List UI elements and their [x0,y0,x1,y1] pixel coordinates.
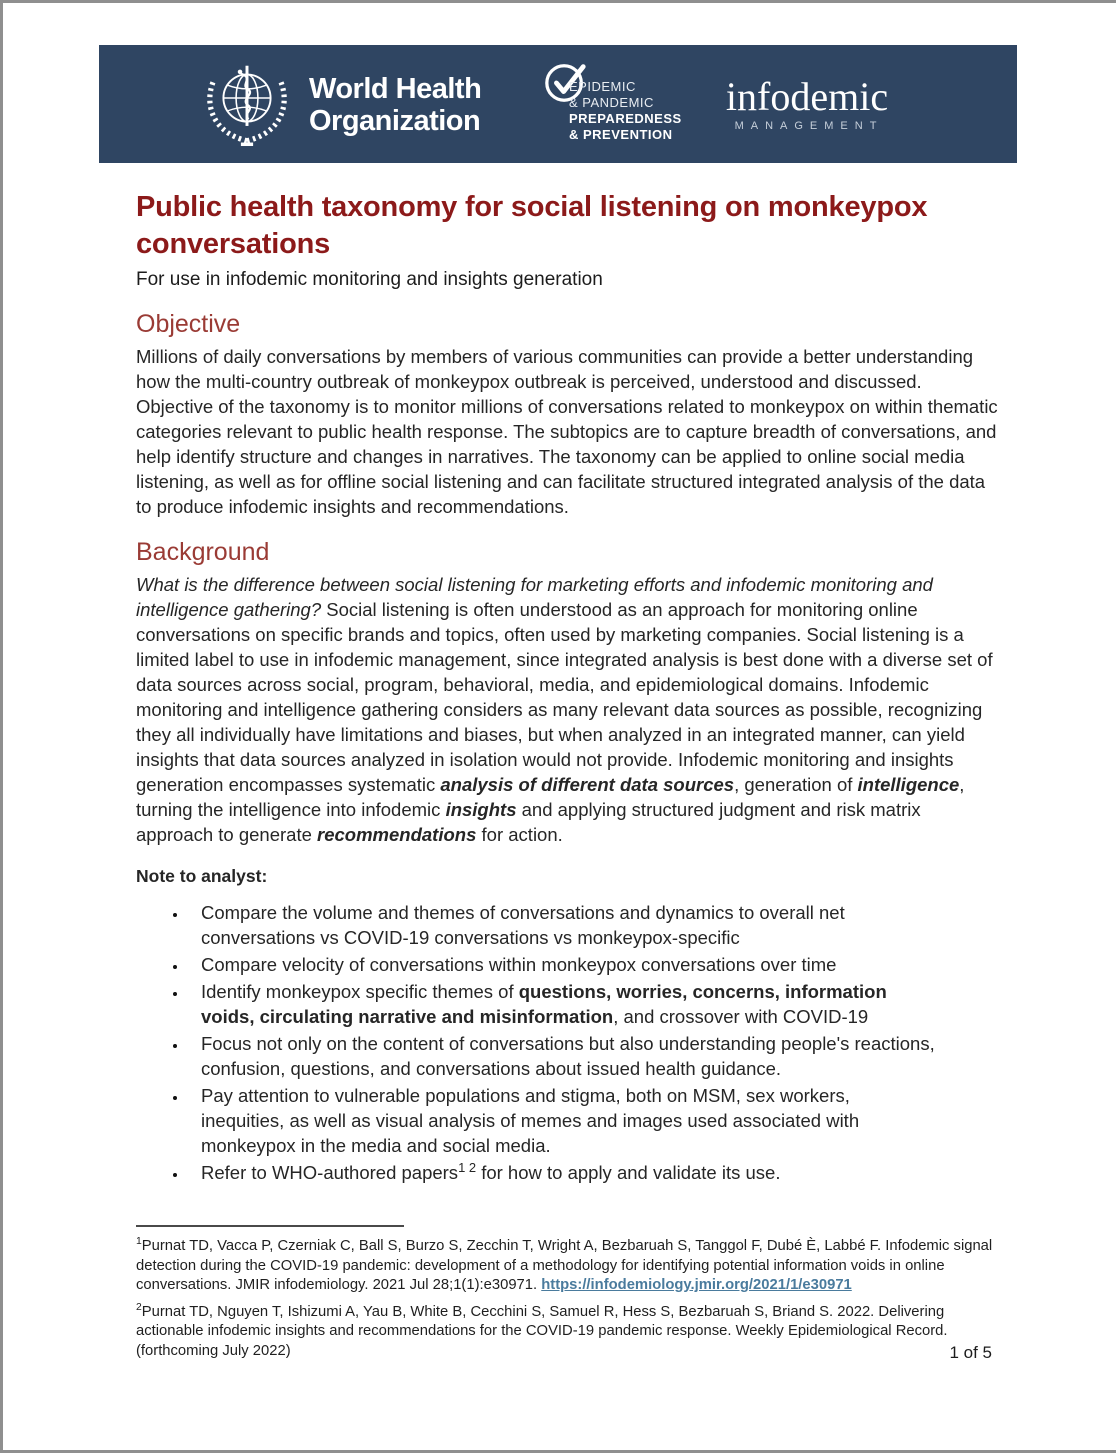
who-emblem-icon [199,59,295,151]
text-segment: for action. [476,824,563,845]
footnote-entry [136,1237,998,1296]
infodemic-logo [717,74,897,132]
epp-line2: & PANDEMIC [569,95,654,110]
document-subtitle: For use in infodemic monitoring and insights generation [136,269,603,290]
text-segment: 2 [136,1301,142,1313]
objective-paragraph: Millions of daily conversations by members of various communities can provide a better understanding how the multi-country outbreak of monkeypox outbreak is perceived, understood and discussed. Objective of the taxonomy is to monitor millions of conversations related to monkeypox on within thematic categories relevant to public health response. The subtopics are to capture breadth of conversations, and help identify structure and changes in narratives. The taxonomy can be applied to online social media listening, as well as for offline social listening and can facilitate structured integrated analysis of the data to produce infodemic insights and recommendations. [136,346,998,517]
footnote-link[interactable]: https://infodemiology.jmir.org/2021/1/e30971 [541,1277,852,1293]
text-segment: questions, worries, concerns, information voids, circulating narrative and misinformation [201,981,887,1027]
note-bullet-item [188,1083,936,1158]
text-segment: , turning the intelligence into infodemic [136,774,965,820]
epp-line3: PREPAREDNESS [569,111,682,126]
epp-logo [543,57,713,153]
text-segment: recommendations [317,824,477,845]
document-title: Public health taxonomy for social listening on monkeypox conversations [136,191,928,260]
footnote-entry [136,1303,998,1362]
text-segment: Compare the volume and themes of conversations and dynamics to overall net conversations vs COVID-19 conversations vs monkeypox-specific [201,902,845,948]
text-segment: , generation of [734,774,858,795]
epp-wordmark [569,79,682,143]
who-wordmark [309,73,481,137]
note-bullet-item [188,1160,936,1185]
infodemic-sub-label: MANAGEMENT [734,120,884,132]
text-segment: What is the difference between social listening for marketing efforts and infodemic monitoring and intelligence gathering? [136,574,933,620]
text-segment: Refer to WHO-authored papers [201,1162,459,1183]
note-bullet-list [136,900,936,1185]
note-bullet-item [188,900,936,950]
note-bullet-item [188,952,936,977]
who-wordmark-line1: World Health [309,73,482,105]
text-segment: Purnat TD, Nguyen T, Ishizumi A, Yau B, White B, Cecchini S, Samuel R, Hess S, Bezbaruah S, Briand S. 2022. Delivering actionable infodemic insights and recommendations for the COVID-19 pandemic response. Weekly Epidemiological Record. (forthcoming July 2022) [136,1303,948,1359]
document-page [3,3,1116,1450]
text-segment: for how to apply and validate its use. [476,1162,781,1183]
text-segment: analysis of different data sources [440,774,735,795]
epp-line1: EPIDEMIC [569,79,636,94]
text-segment: Social listening is often understood as an approach for monitoring online conversations on specific brands and topics, often used by marketing companies. Social listening is a limited label to use in infodemic management, since integrated analysis is best done with a diverse set of data sources across social, program, behavioral, media, and epidemiological domains. Infodemic monitoring and intelligence gathering considers as many relevant data sources as possible, recognizing they all individually have limitations and biases, but when analyzed in an integrated manner, can yield insights that data sources analyzed in isolation would not provide. Infodemic monitoring and insights generation encompasses systematic [136,599,993,795]
who-logo [199,59,481,151]
text-segment: Focus not only on the content of conversations but also understanding people's reactions, confusion, questions, and conversations about issued health guidance. [201,1033,935,1079]
text-segment: 1 [136,1236,142,1248]
document-content [136,189,998,1368]
footnote-separator [136,1225,404,1227]
section-heading-objective: Objective [136,310,241,338]
page-number: 1 of 5 [949,1343,992,1362]
text-segment: Purnat TD, Vacca P, Czerniak C, Ball S, Burzo S, Zecchin T, Wright A, Bezbaruah S, Tanggol F, Dubé È, Labbé F. Infodemic signal detection during the COVID-19 pandemic: development of a methodology for identifying potential information voids in online conversations. JMIR infodemiology. 2021 Jul 28;1(1):e30971. [136,1238,993,1293]
text-segment: Identify monkeypox specific themes of [201,981,519,1002]
infodemic-wordmark: infodemic [725,74,889,119]
text-segment: insights [445,799,517,820]
background-paragraph [136,572,998,847]
text-segment: 1 2 [458,1159,477,1175]
section-heading-background: Background [136,538,270,566]
text-segment: , and crossover with COVID-19 [613,1006,869,1027]
text-segment: Compare velocity of conversations within monkeypox conversations over time [201,954,837,975]
text-segment: and applying structured judgment and risk matrix approach to generate [136,799,921,845]
text-segment: intelligence [857,774,960,795]
epp-line4: & PREVENTION [569,127,673,142]
note-to-analyst-label: Note to analyst: [136,866,268,886]
note-bullet-item [188,1031,936,1081]
text-segment: Pay attention to vulnerable populations and stigma, both on MSM, sex workers, inequities, as well as visual analysis of memes and images used associated with monkeypox in the media and social media. [201,1085,860,1156]
note-bullet-item [188,979,936,1029]
footnotes [136,1237,998,1361]
who-wordmark-line2: Organization [309,105,481,137]
header-banner [99,45,1017,163]
